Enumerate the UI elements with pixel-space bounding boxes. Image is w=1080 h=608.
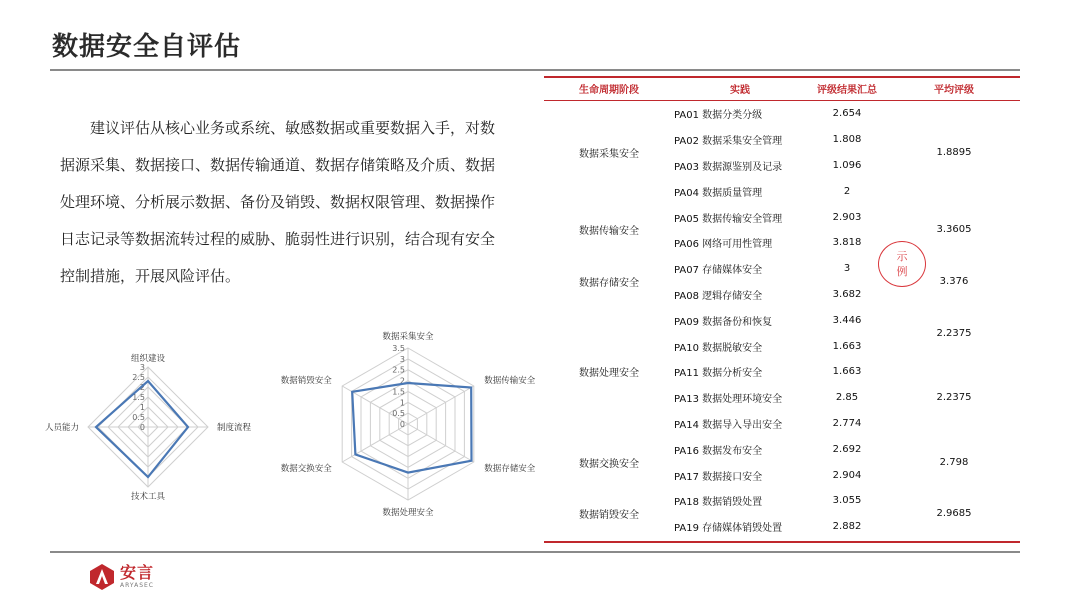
cell-score: 3 xyxy=(843,263,851,275)
table-row xyxy=(544,101,1020,127)
radar-category-label: 组织建设 xyxy=(130,354,166,364)
radar-category-label: 制度流程 xyxy=(217,423,252,433)
example-stamp xyxy=(878,241,926,287)
body-paragraph: 建议评估从核心业务或系统、敏感数据或重要数据入手，对数据源采集、数据接口、数据传输通道、数据存储策略及介质、数据处理环境、分析展示数据、备份及销毁、数据权限管理、数据操作日志记录等数据流转过程的威胁、脆弱性进行识别，结合现有安全控制措施，开展风险评估。 xyxy=(60,119,496,285)
radar-category-label: 数据销毁安全 xyxy=(280,376,332,386)
cell-average: 2.2375 xyxy=(936,327,972,339)
header-stage: 生命周期阶段 xyxy=(544,76,674,101)
cell-score: 2.654 xyxy=(832,108,862,120)
cell-practice: PA07 存储媒体安全 xyxy=(674,265,763,277)
title-divider xyxy=(50,69,1020,71)
logo-mark-icon xyxy=(88,563,116,591)
radar-category-label: 技术工具 xyxy=(130,492,166,502)
assessment-table xyxy=(544,76,1020,540)
header-score: 评级结果汇总 xyxy=(806,76,888,101)
header-average: 平均评级 xyxy=(888,76,1020,101)
cell-score: 2.882 xyxy=(832,521,862,533)
cell-stage: 数据存储安全 xyxy=(579,278,639,290)
radar-tick-label: 1 xyxy=(399,398,405,408)
cell-practice: PA06 网络可用性管理 xyxy=(674,239,773,251)
radar-chart-large xyxy=(280,326,560,526)
table-row xyxy=(544,204,1020,230)
cell-score: 2 xyxy=(843,185,851,197)
cell-score: 1.663 xyxy=(832,340,862,352)
radar-category-label: 数据交换安全 xyxy=(280,464,332,474)
cell-practice: PA17 数据接口安全 xyxy=(674,471,763,483)
radar-tick-label: 1.5 xyxy=(392,387,405,397)
cell-stage: 数据销毁安全 xyxy=(579,510,639,522)
cell-score: 1.663 xyxy=(832,366,862,378)
cell-score: 3.818 xyxy=(832,237,862,249)
radar-chart-large-svg xyxy=(280,326,560,526)
cell-practice: PA11 数据分析安全 xyxy=(674,368,763,380)
cell-score: 2.903 xyxy=(832,211,862,223)
radar-tick-label: 2 xyxy=(399,376,405,386)
cell-score: 1.808 xyxy=(832,134,862,146)
cell-practice: PA01 数据分类分级 xyxy=(674,110,763,122)
cell-practice: PA08 逻辑存储安全 xyxy=(674,290,763,302)
logo-name-cn: 安言 xyxy=(120,563,155,582)
cell-score: 2.774 xyxy=(832,417,862,429)
stamp-line-2: 例 xyxy=(896,265,908,278)
cell-practice: PA16 数据发布安全 xyxy=(674,445,763,457)
radar-category-label: 人员能力 xyxy=(44,423,79,433)
radar-tick-label: 3 xyxy=(139,363,145,372)
footer-divider xyxy=(50,551,1020,553)
radar-chart-small-svg xyxy=(44,340,270,520)
cell-average: 3.376 xyxy=(939,276,969,288)
radar-tick-label: 3 xyxy=(399,354,405,364)
stamp-line-1: 示 xyxy=(896,250,908,263)
cell-practice: PA10 数据脱敏安全 xyxy=(674,342,763,354)
radar-tick-label: 3.5 xyxy=(392,344,405,353)
radar-tick-label: 2 xyxy=(139,383,145,392)
radar-tick-label: 0 xyxy=(139,423,145,432)
radar-category-label: 数据处理安全 xyxy=(382,508,434,518)
cell-practice: PA04 数据质量管理 xyxy=(674,187,763,199)
radar-category-label: 数据传输安全 xyxy=(484,376,536,386)
cell-practice: PA13 数据处理环境安全 xyxy=(674,394,783,406)
cell-stage: 数据采集安全 xyxy=(579,149,639,161)
cell-practice: PA19 存储媒体销毁处置 xyxy=(674,523,783,535)
cell-stage: 数据交换安全 xyxy=(579,458,639,470)
cell-score: 3.446 xyxy=(832,314,862,326)
radar-tick-label: 0 xyxy=(399,420,405,429)
cell-practice: PA02 数据采集安全管理 xyxy=(674,136,783,148)
company-logo xyxy=(88,563,154,591)
header-practice: 实践 xyxy=(674,76,806,101)
table-row xyxy=(544,256,1020,282)
cell-average: 2.2375 xyxy=(936,392,972,404)
logo-name-en: ARYASEC xyxy=(120,582,154,589)
cell-average: 2.9685 xyxy=(936,508,972,520)
cell-score: 2.85 xyxy=(835,392,859,404)
cell-score: 3.055 xyxy=(832,495,862,507)
cell-average: 3.3605 xyxy=(936,224,972,236)
table-row xyxy=(544,307,1020,333)
cell-average: 2.798 xyxy=(939,456,969,468)
cell-practice: PA05 数据传输安全管理 xyxy=(674,213,783,225)
table-header-row xyxy=(544,76,1020,101)
cell-score: 2.692 xyxy=(832,443,862,455)
cell-score: 2.904 xyxy=(832,469,862,481)
radar-tick-label: 0.5 xyxy=(392,409,405,419)
cell-practice: PA09 数据备份和恢复 xyxy=(674,316,773,328)
radar-tick-label: 1.5 xyxy=(132,393,145,402)
table-row xyxy=(544,436,1020,462)
radar-category-label: 数据存储安全 xyxy=(484,464,536,474)
cell-practice: PA03 数据源鉴别及记录 xyxy=(674,161,783,173)
table-row xyxy=(544,488,1020,514)
page-title: 数据安全自评估 xyxy=(52,32,242,62)
cell-score: 3.682 xyxy=(832,288,862,300)
radar-category-label: 数据采集安全 xyxy=(382,332,434,342)
radar-tick-label: 2.5 xyxy=(132,373,145,382)
cell-average: 1.8895 xyxy=(936,147,972,159)
cell-practice: PA18 数据销毁处置 xyxy=(674,497,763,509)
radar-tick-label: 0.5 xyxy=(132,413,145,422)
radar-tick-label: 2.5 xyxy=(392,365,405,375)
cell-stage: 数据传输安全 xyxy=(579,226,639,238)
radar-tick-label: 1 xyxy=(139,403,145,412)
table-bottom-border xyxy=(544,541,1020,543)
cell-score: 1.096 xyxy=(832,159,862,171)
cell-practice: PA14 数据导入导出安全 xyxy=(674,419,783,431)
cell-stage: 数据处理安全 xyxy=(579,368,639,380)
radar-chart-small xyxy=(44,340,270,520)
